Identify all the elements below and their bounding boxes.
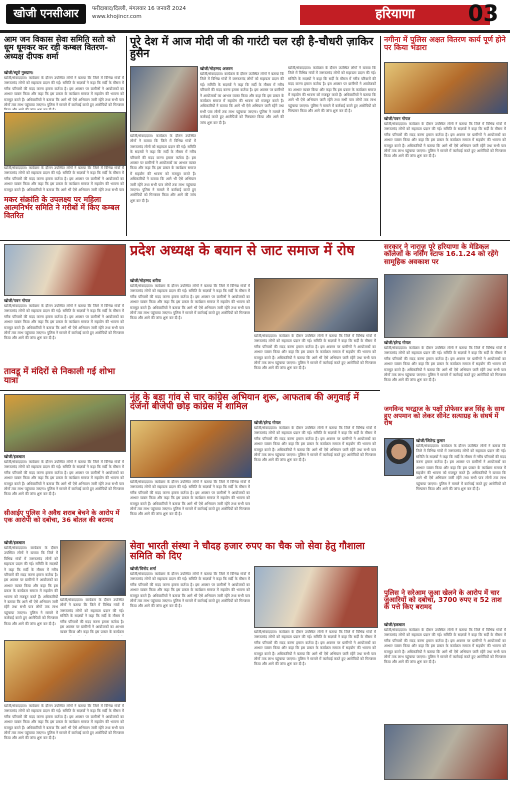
row-rule — [0, 390, 380, 391]
headline-a10: सीआईए पुलिस ने अवैध शराब बेचने के आरोप में एक आरोपी को दबोचा, 36 बोतल की बरामद — [4, 509, 120, 524]
article-body-a2b: खोजी/संवाददाता। कार्यक्रम के दौरान उपस्थित लोगों ने बताया कि जिले में विभिन्न गांवों में जरूरतमंद लोगों को सहायता प्रदान की गई। समिति के सदस्यों ने कहा कि सर्दी के मौसम में गरीब परिवारों की मदद करना हमारा कर्तव्य है। इस अवसर पर ग्रामीणों ने आयोजकों का आभार व्यक्त किया और कहा कि इस प्रकार के कार्यक्रम समाज में सहयोग की भावना को मजबूत करते हैं। अधिकारियों ने बताया कि आगे भी ऐसे अभियान जारी रहेंगे तथा सभी पात्र लोगों तक लाभ पहुंचाया जाएगा। पुलिस ने मामले में कार्रवाई करते हुए आरोपियों को गिरफ्तार किया और आगे की जांच शुरू कर दी है। — [288, 66, 376, 114]
headline-a4: मकर संक्रांति के उपलक्ष्य पर महिला आत्मनिर्भर समिति ने गरीबों में किए कम्बल वितरित — [4, 195, 120, 220]
photo-gamblers — [384, 724, 508, 780]
article-body-a1: खोजी/संवाददाता। कार्यक्रम के दौरान उपस्थित लोगों ने बताया कि जिले में विभिन्न गांवों में जरूरतमंद लोगों को सहायता प्रदान की गई। समिति के सदस्यों ने कहा कि सर्दी के मौसम में गरीब परिवारों की मदद करना हमारा कर्तव्य है। इस अवसर पर ग्रामीणों ने आयोजकों का आभार व्यक्त किया और कहा कि इस प्रकार के कार्यक्रम समाज में सहयोग की भावना को मजबूत करते हैं। अधिकारियों ने बताया कि आगे भी ऐसे अभियान जारी रहेंगे तथा सभी पात्र लोगों तक लाभ पहुंचाया जाएगा। पुलिस ने मामले में कार्रवाई करते हुए आरोपियों को गिरफ्तार — [4, 76, 124, 108]
byline-a8: खोजी/इकबाल — [4, 454, 25, 459]
byline-a4: खोजी/पवन गोयल — [4, 298, 31, 303]
byline-a12: खोजी/इकबाल — [384, 622, 405, 627]
headline-a1: आम जन विकास सेवा समिति सतो को धूम धूमकर कर रही कम्बल वितरण- अध्यक्ष दीपक शर्मा — [4, 35, 116, 61]
headline-a9: जगविन्द भरद्वाज के पक्षों प्रोफेसर ब्रज सिंह के साथ हुए अपमान को लेकर सीनेट सत्याग्रह के संघर्ष में रोष — [384, 405, 505, 427]
headline-a8: तावडू में मंदिरों से निकाली गई शोभा यात्रा — [4, 367, 116, 386]
headline-a7: नूंह के बड़ा गांव से चार कांग्रेस अभियान शुरू, आफताब की अगुवाई में दर्जनों बीजेपी छोड़ कांग्रेस में शामिल — [130, 393, 359, 413]
byline-a7: खोजी/हरेन्द्र गोयल — [254, 420, 281, 425]
byline-a9: खोजी/जितेन्द्र कुमार — [416, 438, 445, 443]
headline-a5: प्रदेश अध्यक्ष के बयान से जाट समाज में रोष — [130, 243, 355, 259]
article-body-a10: खोजी/संवाददाता। कार्यक्रम के दौरान उपस्थित लोगों ने बताया कि जिले में विभिन्न गांवों में जरूरतमंद लोगों को सहायता प्रदान की गई। समिति के सदस्यों ने कहा कि सर्दी के मौसम में गरीब परिवारों की मदद करना हमारा कर्तव्य है। इस अवसर पर ग्रामीणों ने आयोजकों का आभार व्यक्त किया और कहा कि इस प्रकार के कार्यक्रम समाज में सहयोग की भावना को मजबूत करते हैं। अधिकारियों ने बताया कि आगे भी ऐसे अभियान जारी रहेंगे तथा सभी पात्र लोगों तक लाभ पहुंचाया जाएगा। पुलिस ने मामले में कार्रवाई करते हुए आरोपियों को गिरफ्तार किया और आगे की जांच शुरू कर दी है। — [4, 546, 58, 626]
website: www.khojincr.com — [92, 14, 142, 20]
section-banner: हरियाणा — [300, 5, 490, 25]
headline-a2: पूरे देश में आज मोदी जी की गारंटी चल रही है-चौधरी ज़ाकिर हुसैन — [130, 35, 374, 60]
portrait-photo — [384, 438, 414, 476]
byline-a6: खोजी/हरेन्द्र गोयल — [384, 340, 411, 345]
masthead — [0, 0, 510, 33]
article-body-a8: खोजी/संवाददाता। कार्यक्रम के दौरान उपस्थित लोगों ने बताया कि जिले में विभिन्न गांवों में जरूरतमंद लोगों को सहायता प्रदान की गई। समिति के सदस्यों ने कहा कि सर्दी के मौसम में गरीब परिवारों की मदद करना हमारा कर्तव्य है। इस अवसर पर ग्रामीणों ने आयोजकों का आभार व्यक्त किया और कहा कि इस प्रकार के कार्यक्रम समाज में सहयोग की भावना को मजबूत करते हैं। अधिकारियों ने बताया कि आगे भी ऐसे अभियान जारी रहेंगे तथा सभी पात्र लोगों तक लाभ पहुंचाया जाएगा। पुलिस ने मामले में कार्रवाई करते हुए आरोपियों को गिरफ्तार किया और आगे की जांच शुरू कर दी है। — [4, 460, 124, 497]
photo-blanket-distribution — [4, 112, 126, 166]
article-body-a6: खोजी/संवाददाता। कार्यक्रम के दौरान उपस्थित लोगों ने बताया कि जिले में विभिन्न गांवों में जरूरतमंद लोगों को सहायता प्रदान की गई। समिति के सदस्यों ने कहा कि सर्दी के मौसम में गरीब परिवारों की मदद करना हमारा कर्तव्य है। इस अवसर पर ग्रामीणों ने आयोजकों का आभार व्यक्त किया और कहा कि इस प्रकार के कार्यक्रम समाज में सहयोग की भावना को मजबूत करते हैं। अधिकारियों ने बताया कि आगे भी ऐसे अभियान जारी रहेंगे तथा सभी पात्र लोगों तक लाभ पहुंचाया जाएगा। पुलिस ने मामले में कार्रवाई करते हुए आरोपियों को गिरफ्तार किया और आगे की जांच शुरू कर दी है। — [384, 346, 506, 383]
article-body-a10b: खोजी/संवाददाता। कार्यक्रम के दौरान उपस्थित लोगों ने बताया कि जिले में विभिन्न गांवों में जरूरतमंद लोगों को सहायता प्रदान की गई। समिति के सदस्यों ने कहा कि सर्दी के मौसम में गरीब परिवारों की मदद करना हमारा कर्तव्य है। इस अवसर पर ग्रामीणों ने आयोजकों का आभार व्यक्त किया और कहा कि इस प्रकार के कार्यक्रम — [60, 598, 124, 635]
article-body-a7: खोजी/संवाददाता। कार्यक्रम के दौरान उपस्थित लोगों ने बताया कि जिले में विभिन्न गांवों में जरूरतमंद लोगों को सहायता प्रदान की गई। समिति के सदस्यों ने कहा कि सर्दी के मौसम में गरीब परिवारों की मदद करना हमारा कर्तव्य है। इस अवसर पर ग्रामीणों ने आयोजकों का आभार व्यक्त किया और कहा कि इस प्रकार के कार्यक्रम समाज में सहयोग की भावना को मजबूत करते हैं। अधिकारियों ने बताया कि आगे भी ऐसे अभियान जारी रहेंगे तथा सभी पात्र लोगों तक लाभ पहुंचाया जाएगा। पुलिस ने मामले में कार्रवाई करते हुए आरोपियों को गिरफ्तार किया और आगे की जांच शुरू कर दी है। — [254, 426, 376, 463]
article-body-a11b: खोजी/संवाददाता। कार्यक्रम के दौरान उपस्थित लोगों ने बताया कि जिले में विभिन्न गांवों में जरूरतमंद लोगों को सहायता प्रदान की गई। समिति के सदस्यों ने कहा कि सर्दी के मौसम में गरीब परिवारों की मदद करना हमारा कर्तव्य है। इस अवसर पर ग्रामीणों ने आयोजकों का आभार व्यक्त किया और कहा कि इस प्रकार के कार्यक्रम समाज में सहयोग की भावना को मजबूत करते हैं। अधिकारियों ने बताया कि आगे भी ऐसे अभियान जारी रहेंगे तथा सभी पात्र लोगों तक लाभ पहुंचाया जाएगा। पुलिस ने मामले में कार्रवाई करते हुए आरोपियों को गिरफ्तार किया और आगे की जांच शुरू कर दी है। — [254, 630, 376, 667]
row-rule — [0, 240, 510, 241]
article-body-a10c: खोजी/संवाददाता। कार्यक्रम के दौरान उपस्थित लोगों ने बताया कि जिले में विभिन्न गांवों में जरूरतमंद लोगों को सहायता प्रदान की गई। समिति के सदस्यों ने कहा कि सर्दी के मौसम में गरीब परिवारों की मदद करना हमारा कर्तव्य है। इस अवसर पर ग्रामीणों ने आयोजकों का आभार व्यक्त किया और कहा कि इस प्रकार के कार्यक्रम समाज में सहयोग की भावना को मजबूत करते हैं। अधिकारियों ने बताया कि आगे भी ऐसे अभियान जारी रहेंगे तथा सभी पात्र लोगों तक लाभ पहुंचाया जाएगा। पुलिस ने मामले में कार्रवाई करते हुए आरोपियों को गिरफ्तार किया और आगे की जांच शुरू कर दी है। — [4, 704, 124, 741]
article-body-a4: खोजी/संवाददाता। कार्यक्रम के दौरान उपस्थित लोगों ने बताया कि जिले में विभिन्न गांवों में जरूरतमंद लोगों को सहायता प्रदान की गई। समिति के सदस्यों ने कहा कि सर्दी के मौसम में गरीब परिवारों की मदद करना हमारा कर्तव्य है। इस अवसर पर ग्रामीणों ने आयोजकों का आभार व्यक्त किया और कहा कि इस प्रकार के कार्यक्रम समाज में सहयोग की भावना को मजबूत करते हैं। अधिकारियों ने बताया कि आगे भी ऐसे अभियान जारी रहेंगे तथा सभी पात्र लोगों तक लाभ पहुंचाया जाएगा। पुलिस ने मामले में कार्रवाई करते हुए आरोपियों को गिरफ्तार किया और आगे की जांच शुरू कर दी है। — [4, 304, 124, 341]
photo-bhandara — [384, 62, 508, 114]
photo-protest — [254, 278, 378, 332]
article-body-a1b: खोजी/संवाददाता। कार्यक्रम के दौरान उपस्थित लोगों ने बताया कि जिले में विभिन्न गांवों में जरूरतमंद लोगों को सहायता प्रदान की गई। समिति के सदस्यों ने कहा कि सर्दी के मौसम में गरीब परिवारों की मदद करना हमारा कर्तव्य है। इस अवसर पर ग्रामीणों ने आयोजकों का आभार व्यक्त किया और कहा कि इस प्रकार के कार्यक्रम समाज में सहयोग की भावना को मजबूत करते हैं। अधिकारियों ने बताया कि आगे भी ऐसे अभियान जारी रहेंगे तथा सभी पात्र — [4, 166, 124, 192]
article-body-a5: खोजी/संवाददाता। कार्यक्रम के दौरान उपस्थित लोगों ने बताया कि जिले में विभिन्न गांवों में जरूरतमंद लोगों को सहायता प्रदान की गई। समिति के सदस्यों ने कहा कि सर्दी के मौसम में गरीब परिवारों की मदद करना हमारा कर्तव्य है। इस अवसर पर ग्रामीणों ने आयोजकों का आभार व्यक्त किया और कहा कि इस प्रकार के कार्यक्रम समाज में सहयोग की भावना को मजबूत करते हैं। अधिकारियों ने बताया कि आगे भी ऐसे अभियान जारी रहेंगे तथा सभी पात्र लोगों तक लाभ पहुंचाया जाएगा। पुलिस ने मामले में कार्रवाई करते हुए आरोपियों को गिरफ्तार किया और आगे की जांच शुरू कर दी है। — [130, 284, 250, 321]
photo-cheque-handover — [254, 566, 378, 628]
byline-a5: खोजी/मोहम्मद शरीफ — [130, 278, 161, 283]
article-body-a11: खोजी/संवाददाता। कार्यक्रम के दौरान उपस्थित लोगों ने बताया कि जिले में विभिन्न गांवों में जरूरतमंद लोगों को सहायता प्रदान की गई। समिति के सदस्यों ने कहा कि सर्दी के मौसम में गरीब परिवारों की मदद करना हमारा कर्तव्य है। इस अवसर पर ग्रामीणों ने आयोजकों का आभार व्यक्त किया और कहा कि इस प्रकार के कार्यक्रम समाज में सहयोग की भावना को मजबूत करते हैं। अधिकारियों ने बताया कि आगे भी ऐसे अभियान जारी रहेंगे तथा सभी पात्र लोगों तक लाभ पहुंचाया जाएगा। पुलिस ने मामले में कार्रवाई करते हुए आरोपियों को गिरफ्तार किया और आगे की जांच शुरू कर दी है। — [130, 572, 250, 609]
photo-women-committee — [4, 244, 126, 296]
headline-a6: सरकार ने नाराज़ पूरे हरियाणा के मेडिकल कॉलेजों के नर्सिंग स्टाफ 16.1.24 को रहेंगे सामूहिक अवकाश पर — [384, 243, 499, 266]
byline-a10: खोजी/इकबाल — [4, 540, 25, 545]
column-rule — [126, 36, 127, 236]
photo-shobha-yatra — [4, 394, 126, 452]
column-rule — [380, 36, 381, 236]
photo-police — [4, 640, 126, 702]
article-body-a5b: खोजी/संवाददाता। कार्यक्रम के दौरान उपस्थित लोगों ने बताया कि जिले में विभिन्न गांवों में जरूरतमंद लोगों को सहायता प्रदान की गई। समिति के सदस्यों ने कहा कि सर्दी के मौसम में गरीब परिवारों की मदद करना हमारा कर्तव्य है। इस अवसर पर ग्रामीणों ने आयोजकों का आभार व्यक्त किया और कहा कि इस प्रकार के कार्यक्रम समाज में सहयोग की भावना को मजबूत करते हैं। अधिकारियों ने बताया कि आगे भी ऐसे अभियान जारी रहेंगे तथा सभी पात्र लोगों तक लाभ पहुंचाया जाएगा। पुलिस ने मामले में कार्रवाई करते हुए आरोपियों को गिरफ्तार किया और आगे की जांच शुरू कर दी है। — [254, 334, 376, 371]
headline-a12: पुलिस ने सरेआम जुआ खेलने के आरोप में चार जुआरियों को दबोचा, 3700 रुपए व 52 ताश के पत्ते किए बरामद — [384, 589, 502, 612]
headline-a3: नगीना में पुलिस अक्षत वितरण कार्य पूर्ण होने पर किया भंडारा — [384, 35, 506, 52]
newspaper-logo: खोजी एनसीआर — [6, 4, 86, 24]
headline-a11: सेवा भारती संस्था ने चौदह हजार रुपए का चैक जो सेवा हेतु गौशाला समिति को दिए — [130, 541, 365, 562]
photo-accused — [60, 540, 126, 596]
article-body-a9: खोजी/संवाददाता। कार्यक्रम के दौरान उपस्थित लोगों ने बताया कि जिले में विभिन्न गांवों में जरूरतमंद लोगों को सहायता प्रदान की गई। समिति के सदस्यों ने कहा कि सर्दी के मौसम में गरीब परिवारों की मदद करना हमारा कर्तव्य है। इस अवसर पर ग्रामीणों ने आयोजकों का आभार व्यक्त किया और कहा कि इस प्रकार के कार्यक्रम समाज में सहयोग की भावना को मजबूत करते हैं। अधिकारियों ने बताया कि आगे भी ऐसे अभियान जारी रहेंगे तथा सभी पात्र लोगों तक लाभ पहुंचाया जाएगा। पुलिस ने मामले में कार्रवाई करते हुए आरोपियों को गिरफ्तार किया और आगे की जांच शुरू कर दी है। — [416, 444, 506, 492]
byline-a11: खोजी/विनोद शर्मा — [130, 566, 156, 571]
article-body-a7b: खोजी/संवाददाता। कार्यक्रम के दौरान उपस्थित लोगों ने बताया कि जिले में विभिन्न गांवों में जरूरतमंद लोगों को सहायता प्रदान की गई। समिति के सदस्यों ने कहा कि सर्दी के मौसम में गरीब परिवारों की मदद करना हमारा कर्तव्य है। इस अवसर पर ग्रामीणों ने आयोजकों का आभार व्यक्त किया और कहा कि इस प्रकार के कार्यक्रम समाज में सहयोग की भावना को मजबूत करते हैं। अधिकारियों ने बताया कि आगे भी ऐसे अभियान जारी रहेंगे तथा सभी पात्र लोगों तक लाभ पहुंचाया जाएगा। पुलिस ने मामले में कार्रवाई करते हुए आरोपियों को गिरफ्तार किया और आगे की जांच शुरू कर दी है। — [130, 480, 250, 517]
byline-a1: खोजी/ब्यूरो गुरुग्राम। — [4, 70, 34, 75]
article-body-a2: खोजी/संवाददाता। कार्यक्रम के दौरान उपस्थित लोगों ने बताया कि जिले में विभिन्न गांवों में जरूरतमंद लोगों को सहायता प्रदान की गई। समिति के सदस्यों ने कहा कि सर्दी के मौसम में गरीब परिवारों की मदद करना हमारा कर्तव्य है। इस अवसर पर ग्रामीणों ने आयोजकों का आभार व्यक्त किया और कहा कि इस प्रकार के कार्यक्रम समाज में सहयोग की भावना को मजबूत करते हैं। अधिकारियों ने बताया कि आगे भी ऐसे अभियान जारी रहेंगे तथा सभी पात्र लोगों तक लाभ पहुंचाया जाएगा। पुलिस ने मामले में कार्रवाई करते हुए आरोपियों को गिरफ्तार किया और आगे की जांच शुरू कर दी है। — [200, 72, 284, 125]
dateline: फरीदाबाद/दिल्ली, मंगलवार 16 जनवरी 2024 — [92, 6, 187, 12]
page-number: 03 — [468, 2, 499, 27]
photo-congress-joining — [130, 420, 252, 478]
article-body-a2c: खोजी/संवाददाता। कार्यक्रम के दौरान उपस्थित लोगों ने बताया कि जिले में विभिन्न गांवों में जरूरतमंद लोगों को सहायता प्रदान की गई। समिति के सदस्यों ने कहा कि सर्दी के मौसम में गरीब परिवारों की मदद करना हमारा कर्तव्य है। इस अवसर पर ग्रामीणों ने आयोजकों का आभार व्यक्त किया और कहा कि इस प्रकार के कार्यक्रम समाज में सहयोग की भावना को मजबूत करते हैं। अधिकारियों ने बताया कि आगे भी ऐसे अभियान जारी रहेंगे तथा सभी पात्र लोगों तक लाभ पहुंचाया जाएगा। पुलिस ने मामले में कार्रवाई करते हुए आरोपियों को गिरफ्तार किया और आगे की जांच शुरू कर दी है। — [130, 134, 196, 203]
byline-a3: खोजी/पवन गोयल — [384, 116, 411, 121]
photo-meeting — [130, 66, 198, 132]
article-body-a3: खोजी/संवाददाता। कार्यक्रम के दौरान उपस्थित लोगों ने बताया कि जिले में विभिन्न गांवों में जरूरतमंद लोगों को सहायता प्रदान की गई। समिति के सदस्यों ने कहा कि सर्दी के मौसम में गरीब परिवारों की मदद करना हमारा कर्तव्य है। इस अवसर पर ग्रामीणों ने आयोजकों का आभार व्यक्त किया और कहा कि इस प्रकार के कार्यक्रम समाज में सहयोग की भावना को मजबूत करते हैं। अधिकारियों ने बताया कि आगे भी ऐसे अभियान जारी रहेंगे तथा सभी पात्र लोगों तक लाभ पहुंचाया जाएगा। पुलिस ने मामले में कार्रवाई करते हुए आरोपियों को गिरफ्तार किया और आगे की जांच शुरू कर दी है। — [384, 122, 506, 159]
byline-a2: खोजी/मोहम्मद अकरम — [200, 66, 233, 71]
article-body-a12: खोजी/संवाददाता। कार्यक्रम के दौरान उपस्थित लोगों ने बताया कि जिले में विभिन्न गांवों में जरूरतमंद लोगों को सहायता प्रदान की गई। समिति के सदस्यों ने कहा कि सर्दी के मौसम में गरीब परिवारों की मदद करना हमारा कर्तव्य है। इस अवसर पर ग्रामीणों ने आयोजकों का आभार व्यक्त किया और कहा कि इस प्रकार के कार्यक्रम समाज में सहयोग की भावना को मजबूत करते हैं। अधिकारियों ने बताया कि आगे भी ऐसे अभियान जारी रहेंगे तथा सभी पात्र लोगों तक लाभ पहुंचाया जाएगा। पुलिस ने मामले में कार्रवाई करते हुए आरोपियों को गिरफ्तार किया और आगे की जांच शुरू कर दी है। — [384, 628, 506, 665]
photo-nursing-staff — [384, 274, 508, 338]
